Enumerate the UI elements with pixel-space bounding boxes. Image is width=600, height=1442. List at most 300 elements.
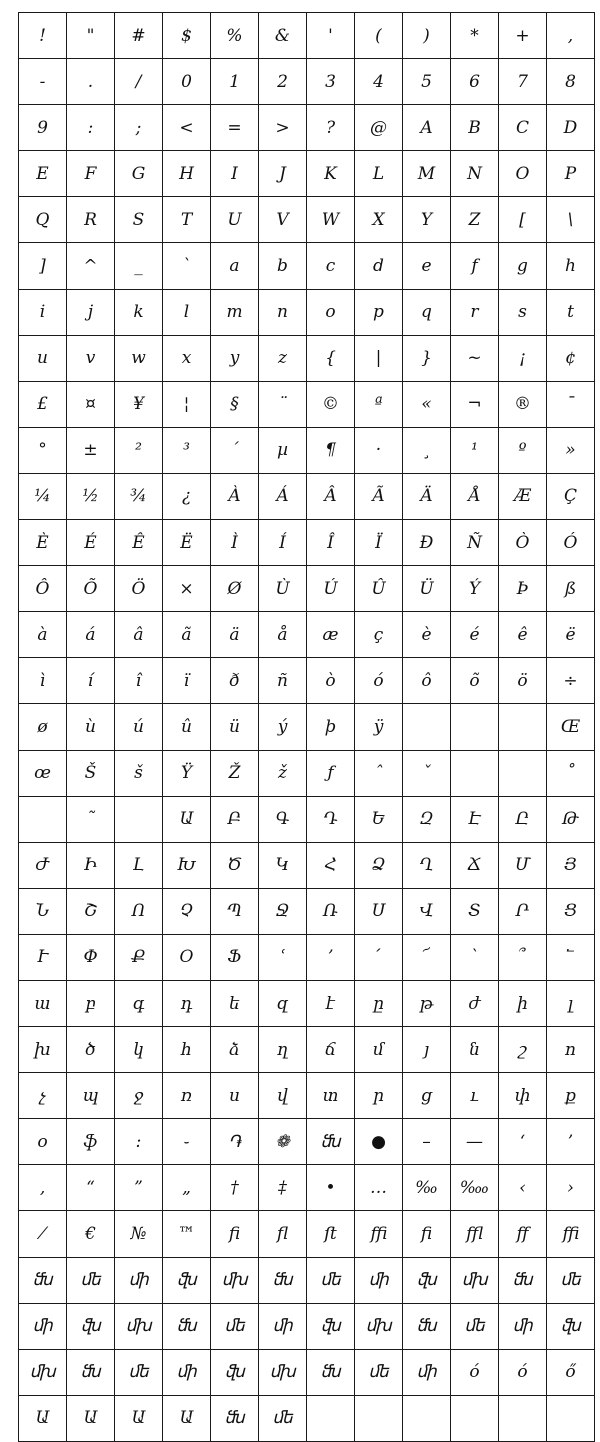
glyph-cell: ՙ — [259, 934, 307, 980]
glyph-cell: m — [211, 289, 259, 335]
glyph-cell: ﬕ — [499, 1303, 547, 1349]
glyph-cell: ﬕ — [19, 1303, 67, 1349]
glyph-row — [19, 566, 595, 612]
glyph-cell: Ի — [67, 842, 115, 888]
glyph-row — [19, 1073, 595, 1119]
glyph-row — [19, 381, 595, 427]
glyph-row — [19, 1119, 595, 1165]
glyph-cell: Բ — [211, 796, 259, 842]
glyph-cell: ™ — [163, 1211, 211, 1257]
glyph-cell: Ծ — [211, 842, 259, 888]
glyph-cell: ﬗ — [355, 1303, 403, 1349]
glyph-cell: Է — [451, 796, 499, 842]
glyph-cell — [451, 1395, 499, 1441]
glyph-cell: ÿ — [355, 704, 403, 750]
glyph-cell: N — [451, 151, 499, 197]
glyph-cell: f — [451, 243, 499, 289]
glyph-cell: ﬔ — [355, 1349, 403, 1395]
glyph-cell: ս — [211, 1073, 259, 1119]
glyph-cell: ˆ — [355, 750, 403, 796]
glyph-cell — [403, 704, 451, 750]
glyph-cell: « — [403, 381, 451, 427]
glyph-cell: Ï — [355, 520, 403, 566]
glyph-cell: ã — [163, 612, 211, 658]
glyph-cell: | — [355, 335, 403, 381]
glyph-cell: ﬗ — [259, 1349, 307, 1395]
glyph-cell: ¯ — [547, 381, 595, 427]
glyph-cell: œ — [19, 750, 67, 796]
glyph-row — [19, 197, 595, 243]
glyph-cell: ó — [355, 658, 403, 704]
glyph-row — [19, 934, 595, 980]
glyph-cell: 5 — [403, 59, 451, 105]
glyph-cell: ð — [211, 658, 259, 704]
glyph-cell: ղ — [259, 1027, 307, 1073]
glyph-cell: Å — [451, 473, 499, 519]
glyph-cell: Ե — [355, 796, 403, 842]
glyph-cell: ý — [259, 704, 307, 750]
glyph-cell: Ա — [115, 1395, 163, 1441]
glyph-cell: ﬕ — [259, 1303, 307, 1349]
glyph-cell: L — [355, 151, 403, 197]
glyph-cell: ¾ — [115, 473, 163, 519]
glyph-cell: ‚ — [19, 1165, 67, 1211]
glyph-cell: Ì — [211, 520, 259, 566]
glyph-cell: B — [451, 105, 499, 151]
glyph-cell: ﬖ — [211, 1349, 259, 1395]
glyph-cell: ջ — [115, 1073, 163, 1119]
glyph-row — [19, 796, 595, 842]
glyph-row — [19, 289, 595, 335]
glyph-cell: ô — [403, 658, 451, 704]
glyph-cell: ﬀ — [499, 1211, 547, 1257]
glyph-cell: ¨ — [259, 381, 307, 427]
glyph-row — [19, 1211, 595, 1257]
glyph-cell: ﬔ — [211, 1303, 259, 1349]
glyph-cell: ռ — [163, 1073, 211, 1119]
glyph-cell: í — [67, 658, 115, 704]
glyph-cell: ® — [499, 381, 547, 427]
glyph-cell: ò — [307, 658, 355, 704]
glyph-cell: y — [211, 335, 259, 381]
glyph-cell: ⁄ — [19, 1211, 67, 1257]
glyph-cell: v — [67, 335, 115, 381]
glyph-cell: - — [19, 59, 67, 105]
glyph-cell: å — [259, 612, 307, 658]
glyph-cell: û — [163, 704, 211, 750]
glyph-cell: ˇ — [403, 750, 451, 796]
glyph-cell: 6 — [451, 59, 499, 105]
glyph-cell: _ — [115, 243, 163, 289]
glyph-cell: X — [355, 197, 403, 243]
glyph-cell: p — [355, 289, 403, 335]
glyph-cell: { — [307, 335, 355, 381]
glyph-cell: d — [355, 243, 403, 289]
glyph-cell: ● — [355, 1119, 403, 1165]
glyph-cell: , — [547, 13, 595, 59]
glyph-cell: խ — [19, 1027, 67, 1073]
glyph-cell: Ñ — [451, 520, 499, 566]
glyph-cell: t — [547, 289, 595, 335]
glyph-cell: ˜ — [67, 796, 115, 842]
glyph-cell: Չ — [163, 888, 211, 934]
glyph-cell: ` — [163, 243, 211, 289]
glyph-cell: Փ — [67, 934, 115, 980]
glyph-cell: Օ — [163, 934, 211, 980]
glyph-row — [19, 335, 595, 381]
glyph-cell: ! — [19, 13, 67, 59]
glyph-cell: Պ — [211, 888, 259, 934]
glyph-cell: ﬗ — [115, 1303, 163, 1349]
glyph-cell: զ — [259, 980, 307, 1026]
glyph-cell: P — [547, 151, 595, 197]
glyph-cell: ì — [19, 658, 67, 704]
glyph-cell: K — [307, 151, 355, 197]
glyph-cell: պ — [67, 1073, 115, 1119]
glyph-cell: ﬄ — [451, 1211, 499, 1257]
glyph-cell: ﬅ — [307, 1211, 355, 1257]
glyph-row — [19, 1027, 595, 1073]
glyph-cell: ö — [499, 658, 547, 704]
glyph-cell: • — [307, 1165, 355, 1211]
glyph-cell: ž — [259, 750, 307, 796]
glyph-cell: ) — [403, 13, 451, 59]
glyph-cell: h — [547, 243, 595, 289]
glyph-row — [19, 59, 595, 105]
glyph-cell: ք — [547, 1073, 595, 1119]
glyph-grid — [18, 12, 595, 1442]
glyph-cell: Ը — [499, 796, 547, 842]
glyph-cell: W — [307, 197, 355, 243]
glyph-row — [19, 13, 595, 59]
glyph-cell: 8 — [547, 59, 595, 105]
glyph-cell: : — [67, 105, 115, 151]
glyph-cell: â — [115, 612, 163, 658]
glyph-cell: ր — [355, 1073, 403, 1119]
glyph-cell: ê — [499, 612, 547, 658]
glyph-cell: շ — [499, 1027, 547, 1073]
glyph-cell — [451, 750, 499, 796]
glyph-cell: § — [211, 381, 259, 427]
glyph-cell: µ — [259, 427, 307, 473]
glyph-cell: b — [259, 243, 307, 289]
glyph-cell — [499, 1395, 547, 1441]
glyph-cell: Q — [19, 197, 67, 243]
glyph-cell: ի — [499, 980, 547, 1026]
glyph-cell: ❁ — [259, 1119, 307, 1165]
glyph-cell: դ — [163, 980, 211, 1026]
glyph-cell: ﬖ — [403, 1257, 451, 1303]
glyph-cell: ﬔ — [67, 1257, 115, 1303]
glyph-cell: ւ — [451, 1073, 499, 1119]
glyph-cell: ա — [19, 980, 67, 1026]
glyph-cell: i — [19, 289, 67, 335]
glyph-cell: w — [115, 335, 163, 381]
glyph-cell: ﬓ — [163, 1303, 211, 1349]
glyph-cell: l — [163, 289, 211, 335]
glyph-cell: ﬃ — [547, 1211, 595, 1257]
glyph-cell: ő — [547, 1349, 595, 1395]
glyph-cell: ‘ — [499, 1119, 547, 1165]
glyph-cell: ó — [451, 1349, 499, 1395]
glyph-cell: Թ — [547, 796, 595, 842]
glyph-cell — [403, 1395, 451, 1441]
glyph-cell: \ — [547, 197, 595, 243]
glyph-cell: à — [19, 612, 67, 658]
glyph-cell: Ä — [403, 473, 451, 519]
glyph-cell: 0 — [163, 59, 211, 105]
glyph-cell: 9 — [19, 105, 67, 151]
glyph-row — [19, 704, 595, 750]
glyph-cell: չ — [19, 1073, 67, 1119]
glyph-cell: ՟ — [547, 934, 595, 980]
glyph-cell: օ — [19, 1119, 67, 1165]
glyph-cell: Հ — [307, 842, 355, 888]
glyph-cell: ¸ — [403, 427, 451, 473]
glyph-cell: յ — [403, 1027, 451, 1073]
glyph-cell: % — [211, 13, 259, 59]
glyph-cell: ը — [355, 980, 403, 1026]
glyph-cell: Õ — [67, 566, 115, 612]
glyph-cell: ‰ — [403, 1165, 451, 1211]
glyph-cell: Þ — [499, 566, 547, 612]
glyph-cell: < — [163, 105, 211, 151]
glyph-cell: Ժ — [19, 842, 67, 888]
glyph-cell: Ž — [211, 750, 259, 796]
glyph-cell: ՚ — [307, 934, 355, 980]
glyph-row — [19, 1303, 595, 1349]
glyph-cell: Տ — [451, 888, 499, 934]
glyph-cell: ¶ — [307, 427, 355, 473]
glyph-cell: ճ — [307, 1027, 355, 1073]
glyph-cell: փ — [499, 1073, 547, 1119]
glyph-cell: կ — [115, 1027, 163, 1073]
glyph-cell: ﬕ — [115, 1257, 163, 1303]
glyph-cell: › — [547, 1165, 595, 1211]
glyph-cell: q — [403, 289, 451, 335]
glyph-cell: ’ — [547, 1119, 595, 1165]
glyph-cell: ¤ — [67, 381, 115, 427]
glyph-cell: á — [67, 612, 115, 658]
glyph-cell: ? — [307, 105, 355, 151]
glyph-cell: ﬓ — [307, 1349, 355, 1395]
glyph-row — [19, 842, 595, 888]
glyph-cell: Ð — [403, 520, 451, 566]
glyph-cell: + — [499, 13, 547, 59]
glyph-cell: ﬕ — [355, 1257, 403, 1303]
glyph-cell: è — [403, 612, 451, 658]
glyph-cell: ﬔ — [307, 1257, 355, 1303]
glyph-cell: Ր — [499, 888, 547, 934]
glyph-cell: ª — [355, 381, 403, 427]
glyph-cell: Գ — [259, 796, 307, 842]
glyph-cell: 1 — [211, 59, 259, 105]
glyph-cell: Ա — [163, 1395, 211, 1441]
glyph-cell: ﬁ — [403, 1211, 451, 1257]
glyph-cell: “ — [67, 1165, 115, 1211]
glyph-cell: Ã — [355, 473, 403, 519]
glyph-cell: š — [115, 750, 163, 796]
glyph-cell: / — [115, 59, 163, 105]
glyph-cell: ﬓ — [499, 1257, 547, 1303]
glyph-cell: Ֆ — [211, 934, 259, 980]
glyph-cell: = — [211, 105, 259, 151]
glyph-cell: Ս — [355, 888, 403, 934]
glyph-cell: 7 — [499, 59, 547, 105]
glyph-cell: Ý — [451, 566, 499, 612]
glyph-cell: ‱ — [451, 1165, 499, 1211]
glyph-cell: Յ — [547, 842, 595, 888]
glyph-cell: È — [19, 520, 67, 566]
glyph-cell: — — [451, 1119, 499, 1165]
glyph-cell — [115, 796, 163, 842]
glyph-cell: H — [163, 151, 211, 197]
glyph-cell: T — [163, 197, 211, 243]
glyph-cell: է — [307, 980, 355, 1026]
glyph-cell — [19, 796, 67, 842]
glyph-cell: Œ — [547, 704, 595, 750]
glyph-cell: g — [499, 243, 547, 289]
glyph-cell: Ó — [547, 520, 595, 566]
glyph-cell: ց — [403, 1073, 451, 1119]
glyph-cell: ” — [115, 1165, 163, 1211]
glyph-row — [19, 243, 595, 289]
glyph-cell: Í — [259, 520, 307, 566]
glyph-cell: õ — [451, 658, 499, 704]
glyph-cell: æ — [307, 612, 355, 658]
glyph-cell: ^ — [67, 243, 115, 289]
glyph-cell: ‹ — [499, 1165, 547, 1211]
glyph-cell: . — [67, 59, 115, 105]
glyph-row — [19, 1349, 595, 1395]
glyph-cell: Ւ — [19, 934, 67, 980]
glyph-cell: À — [211, 473, 259, 519]
glyph-cell: Զ — [403, 796, 451, 842]
glyph-cell: ³ — [163, 427, 211, 473]
glyph-cell: ՜ — [403, 934, 451, 980]
glyph-cell: e — [403, 243, 451, 289]
glyph-cell: j — [67, 289, 115, 335]
glyph-cell: ﬖ — [307, 1303, 355, 1349]
glyph-cell: Š — [67, 750, 115, 796]
glyph-cell: ﬖ — [547, 1303, 595, 1349]
glyph-cell: ﬔ — [451, 1303, 499, 1349]
glyph-cell: … — [355, 1165, 403, 1211]
glyph-cell: r — [451, 289, 499, 335]
glyph-cell: ո — [547, 1027, 595, 1073]
glyph-cell: ‡ — [259, 1165, 307, 1211]
glyph-row — [19, 151, 595, 197]
glyph-cell: & — [259, 13, 307, 59]
glyph-cell: ՝ — [451, 934, 499, 980]
glyph-cell: k — [115, 289, 163, 335]
glyph-cell: Ա — [163, 796, 211, 842]
glyph-cell: E — [19, 151, 67, 197]
glyph-cell: é — [451, 612, 499, 658]
glyph-cell: * — [451, 13, 499, 59]
glyph-cell: Խ — [163, 842, 211, 888]
glyph-cell: î — [115, 658, 163, 704]
glyph-cell: Ÿ — [163, 750, 211, 796]
glyph-cell: U — [211, 197, 259, 243]
glyph-cell: ֏ — [211, 1119, 259, 1165]
glyph-cell: ƒ — [307, 750, 355, 796]
glyph-cell: ﬓ — [211, 1395, 259, 1441]
glyph-cell: € — [67, 1211, 115, 1257]
glyph-cell: ﬓ — [259, 1257, 307, 1303]
glyph-cell: Վ — [403, 888, 451, 934]
glyph-row — [19, 980, 595, 1026]
glyph-cell: ¬ — [451, 381, 499, 427]
glyph-cell: ¿ — [163, 473, 211, 519]
glyph-cell: Ë — [163, 520, 211, 566]
glyph-cell: u — [19, 335, 67, 381]
glyph-cell: S — [115, 197, 163, 243]
glyph-cell: Ճ — [451, 842, 499, 888]
glyph-cell: ﬔ — [259, 1395, 307, 1441]
glyph-cell: ﬖ — [163, 1257, 211, 1303]
glyph-cell: Ò — [499, 520, 547, 566]
glyph-cell: վ — [259, 1073, 307, 1119]
glyph-cell: ¢ — [547, 335, 595, 381]
glyph-cell: ﬓ — [307, 1119, 355, 1165]
glyph-cell: Ա — [67, 1395, 115, 1441]
glyph-cell: Շ — [67, 888, 115, 934]
glyph-cell: Á — [259, 473, 307, 519]
glyph-cell: մ — [355, 1027, 403, 1073]
glyph-cell: Ü — [403, 566, 451, 612]
glyph-cell: I — [211, 151, 259, 197]
glyph-cell: 3 — [307, 59, 355, 105]
glyph-cell: D — [547, 105, 595, 151]
glyph-cell: № — [115, 1211, 163, 1257]
glyph-cell: o — [307, 289, 355, 335]
glyph-cell: z — [259, 335, 307, 381]
glyph-cell: ó — [499, 1349, 547, 1395]
glyph-cell: ç — [355, 612, 403, 658]
glyph-cell: Ö — [115, 566, 163, 612]
glyph-cell: „ — [163, 1165, 211, 1211]
glyph-cell: © — [307, 381, 355, 427]
glyph-cell: } — [403, 335, 451, 381]
glyph-cell: ﬓ — [19, 1257, 67, 1303]
glyph-cell: ¦ — [163, 381, 211, 427]
glyph-cell — [451, 704, 499, 750]
glyph-row — [19, 658, 595, 704]
glyph-cell: ˚ — [547, 750, 595, 796]
glyph-cell: A — [403, 105, 451, 151]
glyph-cell: Ց — [547, 888, 595, 934]
glyph-cell: Û — [355, 566, 403, 612]
glyph-cell: Ա — [19, 1395, 67, 1441]
glyph-cell: c — [307, 243, 355, 289]
glyph-cell: ¼ — [19, 473, 67, 519]
glyph-cell: Ղ — [403, 842, 451, 888]
glyph-cell: Z — [451, 197, 499, 243]
glyph-cell: Ջ — [259, 888, 307, 934]
glyph-cell: J — [259, 151, 307, 197]
glyph-cell: ÷ — [547, 658, 595, 704]
glyph-cell: Î — [307, 520, 355, 566]
glyph-cell: [ — [499, 197, 547, 243]
glyph-cell: a — [211, 243, 259, 289]
glyph-cell: ձ — [211, 1027, 259, 1073]
glyph-cell: Ê — [115, 520, 163, 566]
glyph-cell: ծ — [67, 1027, 115, 1073]
glyph-row — [19, 473, 595, 519]
glyph-cell: O — [499, 151, 547, 197]
glyph-cell: ﬕ — [163, 1349, 211, 1395]
